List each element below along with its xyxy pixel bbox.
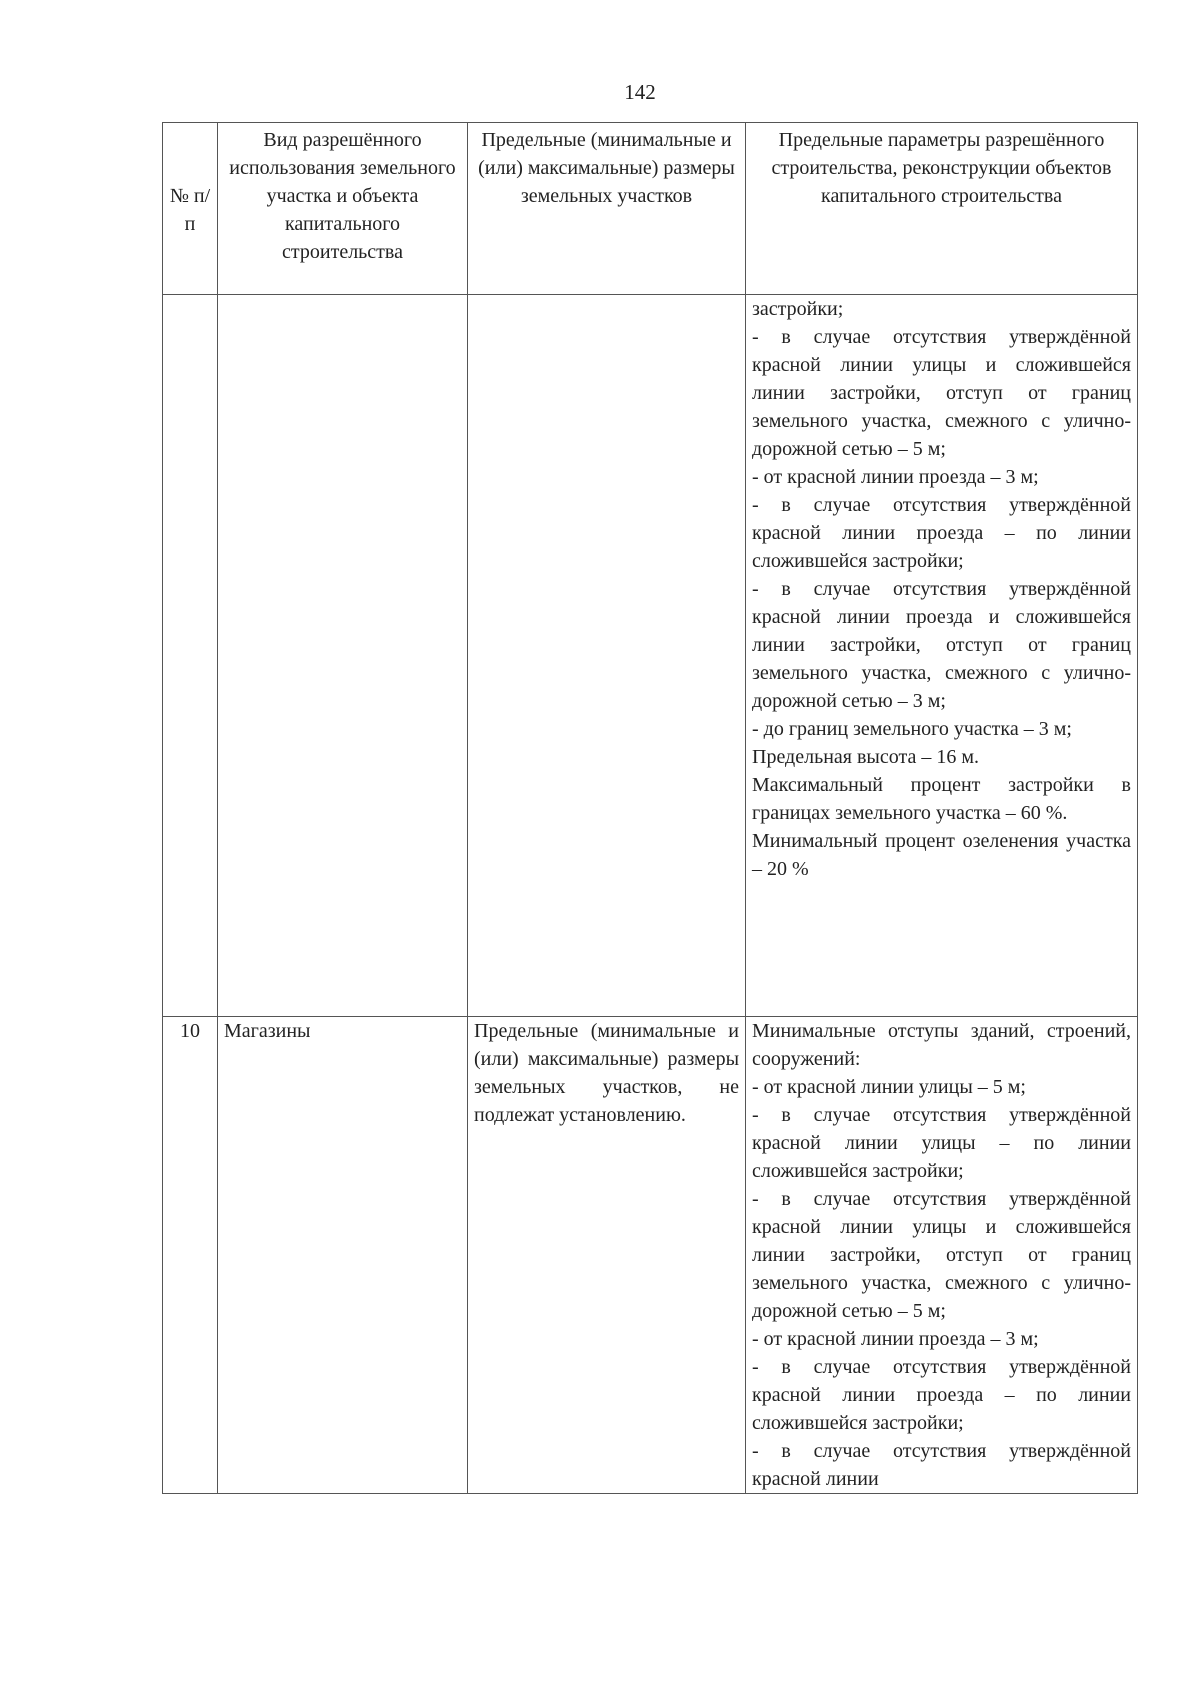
header-build-params: Предельные параметры разрешённого строительства, реконструкции объектов капитального строительства xyxy=(746,123,1138,295)
usage-type-cell: Магазины xyxy=(218,1017,468,1494)
row-number-cell xyxy=(163,295,218,1017)
params-line: Максимальный процент застройки в границах земельного участка – 60 %. xyxy=(752,774,1131,824)
regulation-table xyxy=(162,122,1138,1494)
table-row xyxy=(163,295,1138,1017)
params-line: - в случае отсутствия утверждённой красной линии улицы и сложившейся линии застройки, отступ от границ земельного участка, смежного с улично-дорожной сетью – 5 м; xyxy=(752,1188,1131,1322)
plot-sizes-cell xyxy=(468,1017,746,1494)
params-line: - от красной линии улицы – 5 м; xyxy=(752,1076,1026,1098)
params-line: - в случае отсутствия утверждённой красной линии улицы и сложившейся линии застройки, отступ от границ земельного участка, смежного с улично-дорожной сетью – 5 м; xyxy=(752,326,1131,460)
params-line: Минимальный процент озеленения участка – 20 % xyxy=(752,830,1131,880)
params-line: - в случае отсутствия утверждённой красной линии проезда – по линии сложившейся застройки; xyxy=(752,1356,1131,1434)
plot-sizes-text: Предельные (минимальные и (или) максимальные) размеры земельных участков, не подлежат установлению. xyxy=(474,1020,739,1126)
row-number-cell: 10 xyxy=(163,1017,218,1494)
params-line: застройки; xyxy=(752,298,844,320)
page-number: 142 xyxy=(624,80,656,104)
usage-type-cell xyxy=(218,295,468,1017)
params-line: - в случае отсутствия утверждённой красной линии улицы – по линии сложившейся застройки; xyxy=(752,1104,1131,1182)
params-line: - до границ земельного участка – 3 м; xyxy=(752,718,1072,740)
table-header-row xyxy=(163,123,1138,295)
header-usage-type: Вид разрешённого использования земельного участка и объекта капитального строительства xyxy=(218,123,468,295)
build-params-cell xyxy=(746,1017,1138,1494)
params-line: - в случае отсутствия утверждённой красной линии проезда – по линии сложившейся застройки; xyxy=(752,494,1131,572)
plot-sizes-cell xyxy=(468,295,746,1017)
params-line: - от красной линии проезда – 3 м; xyxy=(752,1328,1039,1350)
params-line: Минимальные отступы зданий, строений, сооружений: xyxy=(752,1020,1131,1070)
header-number: № п/п xyxy=(163,123,218,295)
params-line: - в случае отсутствия утверждённой красной линии проезда и сложившейся линии застройки, отступ от границ земельного участка, смежного с улично-дорожной сетью – 3 м; xyxy=(752,578,1131,712)
table-row xyxy=(163,1017,1138,1494)
params-line: - в случае отсутствия утверждённой красной линии xyxy=(752,1440,1131,1490)
header-plot-sizes: Предельные (минимальные и (или) максимальные) размеры земельных участков xyxy=(468,123,746,295)
params-line: Предельная высота – 16 м. xyxy=(752,746,980,768)
build-params-cell xyxy=(746,295,1138,1017)
params-line: - от красной линии проезда – 3 м; xyxy=(752,466,1039,488)
